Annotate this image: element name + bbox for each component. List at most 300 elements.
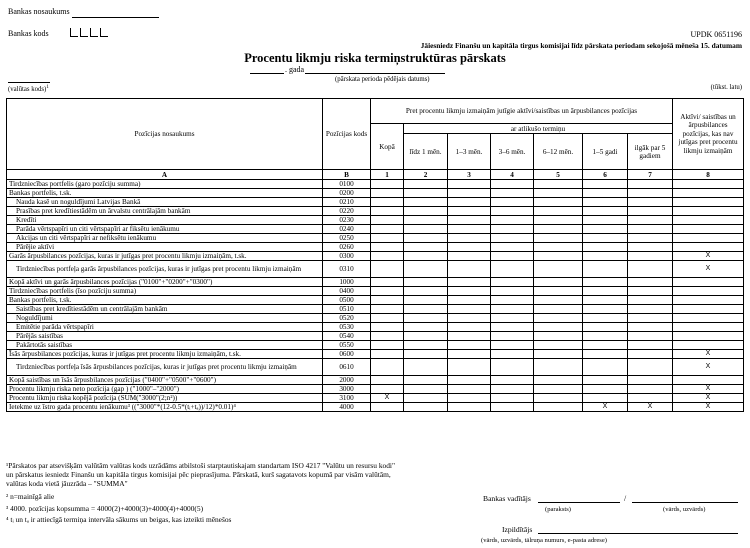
value-cell[interactable] xyxy=(673,225,744,234)
value-cell[interactable] xyxy=(448,350,491,359)
table-row xyxy=(7,376,744,385)
value-cell[interactable] xyxy=(371,189,404,198)
row-name: Akcijas un citi vērtspapīri ar nefiksētu ienākumu xyxy=(7,234,323,243)
value-cell[interactable] xyxy=(371,350,404,359)
value-cell[interactable] xyxy=(628,180,673,189)
table-row xyxy=(7,180,744,189)
row-code: 0240 xyxy=(323,225,371,234)
value-cell[interactable] xyxy=(628,385,673,394)
table-row xyxy=(7,305,744,314)
value-cell[interactable] xyxy=(404,341,448,350)
value-cell[interactable] xyxy=(448,323,491,332)
row-code: 0200 xyxy=(323,189,371,198)
value-cell[interactable] xyxy=(628,252,673,261)
column-letter: 7 xyxy=(628,170,673,180)
value-cell[interactable] xyxy=(448,189,491,198)
value-cell[interactable] xyxy=(448,332,491,341)
value-cell[interactable] xyxy=(583,296,628,305)
year-label: . gada xyxy=(285,65,305,74)
table-row xyxy=(7,234,744,243)
value-cell[interactable] xyxy=(404,252,448,261)
value-cell[interactable] xyxy=(491,350,534,359)
value-cell[interactable] xyxy=(371,305,404,314)
value-cell[interactable] xyxy=(448,287,491,296)
value-cell[interactable] xyxy=(448,376,491,385)
row-name: Noguldījumi xyxy=(7,314,323,323)
row-name: Parāda vērtspapīri un citi vērtspapīri ar fiksētu ienākumu xyxy=(7,225,323,234)
value-cell[interactable] xyxy=(448,216,491,225)
value-cell[interactable] xyxy=(583,350,628,359)
value-cell[interactable] xyxy=(628,359,673,376)
value-cell[interactable] xyxy=(534,314,583,323)
value-cell[interactable] xyxy=(491,296,534,305)
value-cell[interactable] xyxy=(371,261,404,278)
value-cell[interactable] xyxy=(491,323,534,332)
value-cell[interactable] xyxy=(371,216,404,225)
value-cell[interactable] xyxy=(491,305,534,314)
value-cell[interactable] xyxy=(673,216,744,225)
value-cell[interactable] xyxy=(628,376,673,385)
value-cell[interactable] xyxy=(583,323,628,332)
value-cell[interactable] xyxy=(491,216,534,225)
table-row xyxy=(7,278,744,287)
value-cell[interactable] xyxy=(404,359,448,376)
value-cell[interactable] xyxy=(534,323,583,332)
value-cell[interactable] xyxy=(534,305,583,314)
value-cell[interactable] xyxy=(583,189,628,198)
value-cell[interactable] xyxy=(673,305,744,314)
row-name: Bankas portfelis, t.sk. xyxy=(7,296,323,305)
value-cell[interactable] xyxy=(491,314,534,323)
value-cell[interactable] xyxy=(583,216,628,225)
x-mark: X xyxy=(673,252,744,261)
value-cell[interactable] xyxy=(371,287,404,296)
value-cell[interactable] xyxy=(534,332,583,341)
value-cell[interactable] xyxy=(448,198,491,207)
value-cell[interactable] xyxy=(534,296,583,305)
value-cell[interactable] xyxy=(404,180,448,189)
value-cell[interactable] xyxy=(491,261,534,278)
value-cell[interactable] xyxy=(371,198,404,207)
col-header-term: ilgāk par 5 gadiem xyxy=(628,134,673,170)
row-code: 0600 xyxy=(323,350,371,359)
row-code: 0550 xyxy=(323,341,371,350)
row-code: 0230 xyxy=(323,216,371,225)
submit-note: Jāiesniedz Finanšu un kapitāla tirgus komisijai līdz pārskata periodam sekojošā mēneša 15. datumam xyxy=(420,41,742,50)
period-caption: (pārskata perioda pēdējais datums) xyxy=(335,76,430,83)
value-cell[interactable] xyxy=(583,305,628,314)
value-cell[interactable] xyxy=(534,278,583,287)
value-cell[interactable] xyxy=(583,332,628,341)
table-row xyxy=(7,341,744,350)
value-cell[interactable] xyxy=(404,243,448,252)
value-cell[interactable] xyxy=(404,261,448,278)
value-cell[interactable] xyxy=(534,376,583,385)
row-name: Procentu likmju riska neto pozīcija (gap ) ("1000"–"2000") xyxy=(7,385,323,394)
value-cell[interactable] xyxy=(673,341,744,350)
column-letter: 3 xyxy=(448,170,491,180)
value-cell[interactable] xyxy=(448,394,491,403)
value-cell[interactable] xyxy=(491,234,534,243)
value-cell[interactable] xyxy=(448,341,491,350)
row-name: Tirdzniecības portfelis (īso pozīciju summa) xyxy=(7,287,323,296)
value-cell[interactable] xyxy=(628,287,673,296)
value-cell[interactable] xyxy=(628,261,673,278)
value-cell[interactable] xyxy=(404,305,448,314)
value-cell[interactable] xyxy=(583,359,628,376)
row-name: Tirdzniecības portfeļa īsās ārpusbilances pozīcijas, kuras ir jutīgas pret procentu likmju izmaiņām xyxy=(7,359,323,376)
column-letter: 8 xyxy=(673,170,744,180)
value-cell[interactable] xyxy=(534,341,583,350)
value-cell[interactable] xyxy=(491,252,534,261)
value-cell[interactable] xyxy=(371,376,404,385)
row-code: 3000 xyxy=(323,385,371,394)
value-cell[interactable] xyxy=(583,278,628,287)
value-cell[interactable] xyxy=(628,198,673,207)
value-cell[interactable] xyxy=(371,207,404,216)
value-cell[interactable] xyxy=(404,332,448,341)
value-cell[interactable] xyxy=(628,350,673,359)
period-field[interactable] xyxy=(305,73,445,74)
value-cell[interactable] xyxy=(583,207,628,216)
value-cell[interactable] xyxy=(448,296,491,305)
value-cell[interactable] xyxy=(491,332,534,341)
bank-name-label: Bankas nosaukums xyxy=(8,7,70,16)
value-cell[interactable] xyxy=(404,376,448,385)
head-signature-field[interactable] xyxy=(538,502,620,503)
column-letter: 6 xyxy=(583,170,628,180)
risk-table xyxy=(6,98,744,412)
value-cell[interactable] xyxy=(534,180,583,189)
col-header-group: Pret procentu likmju izmaiņām jutīgie aktīvi/saistības un ārpusbilances pozīcijas xyxy=(371,99,673,124)
value-cell[interactable] xyxy=(673,332,744,341)
value-cell[interactable] xyxy=(673,207,744,216)
value-cell[interactable] xyxy=(491,385,534,394)
row-name: Saistības pret kredītiestādēm un centrālajām bankām xyxy=(7,305,323,314)
value-cell[interactable] xyxy=(404,198,448,207)
bank-name-field[interactable] xyxy=(72,17,159,18)
value-cell[interactable] xyxy=(404,278,448,287)
x-mark: X xyxy=(673,350,744,359)
value-cell[interactable] xyxy=(583,261,628,278)
units-label: (tūkst. latu) xyxy=(710,84,742,91)
value-cell[interactable] xyxy=(448,180,491,189)
x-mark: X xyxy=(371,394,404,403)
value-cell[interactable] xyxy=(628,323,673,332)
row-name: Emitētie parāda vērtspapīri xyxy=(7,323,323,332)
value-cell[interactable] xyxy=(448,234,491,243)
value-cell[interactable] xyxy=(628,394,673,403)
row-code: 2000 xyxy=(323,376,371,385)
value-cell[interactable] xyxy=(491,198,534,207)
column-letter: 5 xyxy=(534,170,583,180)
row-name: Bankas portfelis, t.sk. xyxy=(7,189,323,198)
value-cell[interactable] xyxy=(534,261,583,278)
table-row xyxy=(7,225,744,234)
value-cell[interactable] xyxy=(491,403,534,412)
row-name: Garās ārpusbilances pozīcijas, kuras ir jutīgas pret procentu likmju izmaiņām, t.sk. xyxy=(7,252,323,261)
row-code: 3100 xyxy=(323,394,371,403)
row-name: Tirdzniecības portfeļa garās ārpusbilances pozīcijas, kuras ir jutīgas pret procentu likmju izmaiņām xyxy=(7,261,323,278)
value-cell[interactable] xyxy=(371,296,404,305)
value-cell[interactable] xyxy=(404,296,448,305)
row-code: 0260 xyxy=(323,243,371,252)
value-cell[interactable] xyxy=(404,207,448,216)
value-cell[interactable] xyxy=(448,278,491,287)
value-cell[interactable] xyxy=(673,314,744,323)
value-cell[interactable] xyxy=(448,207,491,216)
value-cell[interactable] xyxy=(628,305,673,314)
value-cell[interactable] xyxy=(673,376,744,385)
preparer-label: Izpildītājs xyxy=(502,525,533,534)
value-cell[interactable] xyxy=(404,189,448,198)
value-cell[interactable] xyxy=(371,243,404,252)
row-name: Nauda kasē un noguldījumi Latvijas Bankā xyxy=(7,198,323,207)
value-cell[interactable] xyxy=(628,332,673,341)
preparer-field[interactable] xyxy=(538,533,738,534)
head-label: Bankas vadītājs xyxy=(483,494,531,503)
value-cell[interactable] xyxy=(583,394,628,403)
value-cell[interactable] xyxy=(448,225,491,234)
row-name: Pakārtotās saistības xyxy=(7,341,323,350)
column-letter: A xyxy=(7,170,323,180)
value-cell[interactable] xyxy=(673,296,744,305)
value-cell[interactable] xyxy=(404,385,448,394)
value-cell[interactable] xyxy=(628,234,673,243)
x-mark: X xyxy=(628,403,673,412)
currency-caption: (valūtas kods)$^1$ xyxy=(8,85,49,93)
value-cell[interactable] xyxy=(448,305,491,314)
value-cell[interactable] xyxy=(673,189,744,198)
value-cell[interactable] xyxy=(491,376,534,385)
row-code: 0530 xyxy=(323,323,371,332)
currency-field[interactable] xyxy=(8,82,50,83)
table-row xyxy=(7,287,744,296)
table-row xyxy=(7,296,744,305)
value-cell[interactable] xyxy=(371,314,404,323)
row-code: 0540 xyxy=(323,332,371,341)
value-cell[interactable] xyxy=(371,332,404,341)
value-cell[interactable] xyxy=(404,287,448,296)
col-header-term: 3–6 mēn. xyxy=(491,134,534,170)
value-cell[interactable] xyxy=(673,180,744,189)
value-cell[interactable] xyxy=(491,207,534,216)
value-cell[interactable] xyxy=(534,252,583,261)
value-cell[interactable] xyxy=(404,225,448,234)
column-letter: 1 xyxy=(371,170,404,180)
table-row xyxy=(7,207,744,216)
value-cell[interactable] xyxy=(491,394,534,403)
value-cell[interactable] xyxy=(628,314,673,323)
value-cell[interactable] xyxy=(534,189,583,198)
col-header-total: Kopā xyxy=(371,124,404,170)
slash: / xyxy=(624,494,627,503)
col-header-term: līdz 1 mēn. xyxy=(404,134,448,170)
value-cell[interactable] xyxy=(583,376,628,385)
value-cell[interactable] xyxy=(371,359,404,376)
value-cell[interactable] xyxy=(583,198,628,207)
head-name-field[interactable] xyxy=(632,502,738,503)
value-cell[interactable] xyxy=(583,314,628,323)
value-cell[interactable] xyxy=(404,403,448,412)
value-cell[interactable] xyxy=(371,278,404,287)
table-row xyxy=(7,403,744,412)
value-cell[interactable] xyxy=(371,341,404,350)
table-row xyxy=(7,261,744,278)
col-header-insensitive: Aktīvi/ saistības un ārpusbilances pozīcijas, kas nav jutīgas pret procentu likmju izmaiņām xyxy=(673,99,744,170)
table-row xyxy=(7,189,744,198)
value-cell[interactable] xyxy=(534,207,583,216)
value-cell[interactable] xyxy=(448,243,491,252)
row-code: 0610 xyxy=(323,359,371,376)
value-cell[interactable] xyxy=(491,341,534,350)
value-cell[interactable] xyxy=(491,278,534,287)
value-cell[interactable] xyxy=(628,207,673,216)
value-cell[interactable] xyxy=(628,243,673,252)
value-cell[interactable] xyxy=(583,385,628,394)
value-cell[interactable] xyxy=(628,341,673,350)
value-cell[interactable] xyxy=(404,216,448,225)
footnote-line: un pārskatus iesniedz Finanšu un kapitāla tirgus komisijai pēc pieprasījuma. Pārskatā, kurš sagatavots kopumā par visām valūtām, xyxy=(6,470,391,479)
row-code: 0500 xyxy=(323,296,371,305)
row-name: Ietekme uz īstro gada procentu ienākumu³ (("3000"*(12-0.5*(tᵢ+tₐ))/12)*0.01)⁴ xyxy=(7,403,323,412)
row-code: 0310 xyxy=(323,261,371,278)
row-code: 0300 xyxy=(323,252,371,261)
value-cell[interactable] xyxy=(491,225,534,234)
value-cell[interactable] xyxy=(491,180,534,189)
value-cell[interactable] xyxy=(628,278,673,287)
value-cell[interactable] xyxy=(371,225,404,234)
value-cell[interactable] xyxy=(371,252,404,261)
col-header-subgroup: ar atlikušo termiņu xyxy=(404,124,673,134)
value-cell[interactable] xyxy=(371,385,404,394)
x-mark: X xyxy=(673,359,744,376)
value-cell[interactable] xyxy=(448,359,491,376)
table-row xyxy=(7,350,744,359)
x-mark: X xyxy=(673,394,744,403)
x-mark: X xyxy=(673,403,744,412)
value-cell[interactable] xyxy=(628,225,673,234)
table-row xyxy=(7,332,744,341)
row-code: 1000 xyxy=(323,278,371,287)
value-cell[interactable] xyxy=(534,385,583,394)
x-mark: X xyxy=(673,385,744,394)
value-cell[interactable] xyxy=(628,189,673,198)
value-cell[interactable] xyxy=(404,350,448,359)
value-cell[interactable] xyxy=(371,323,404,332)
value-cell[interactable] xyxy=(404,323,448,332)
row-name: Pārējās saistības xyxy=(7,332,323,341)
value-cell[interactable] xyxy=(404,314,448,323)
value-cell[interactable] xyxy=(534,234,583,243)
form-code: UPDK 0651196 xyxy=(690,30,742,39)
value-cell[interactable] xyxy=(534,403,583,412)
value-cell[interactable] xyxy=(583,287,628,296)
value-cell[interactable] xyxy=(448,403,491,412)
value-cell[interactable] xyxy=(491,243,534,252)
table-row xyxy=(7,359,744,376)
table-row xyxy=(7,323,744,332)
value-cell[interactable] xyxy=(448,252,491,261)
value-cell[interactable] xyxy=(673,243,744,252)
bank-code-label: Bankas kods xyxy=(8,29,49,38)
value-cell[interactable] xyxy=(371,234,404,243)
value-cell[interactable] xyxy=(583,243,628,252)
value-cell[interactable] xyxy=(448,314,491,323)
table-row xyxy=(7,252,744,261)
value-cell[interactable] xyxy=(534,216,583,225)
signature-caption: (paraksts) xyxy=(545,506,571,513)
value-cell[interactable] xyxy=(534,350,583,359)
value-cell[interactable] xyxy=(404,234,448,243)
value-cell[interactable] xyxy=(491,189,534,198)
row-code: 0250 xyxy=(323,234,371,243)
value-cell[interactable] xyxy=(673,287,744,296)
value-cell[interactable] xyxy=(534,198,583,207)
row-name: Prasības pret kredītiestādēm un ārvalstu centrālajām bankām xyxy=(7,207,323,216)
row-code: 0510 xyxy=(323,305,371,314)
value-cell[interactable] xyxy=(491,287,534,296)
value-cell[interactable] xyxy=(673,234,744,243)
value-cell[interactable] xyxy=(534,359,583,376)
value-cell[interactable] xyxy=(673,323,744,332)
row-name: Pārējie aktīvi xyxy=(7,243,323,252)
value-cell[interactable] xyxy=(583,252,628,261)
value-cell[interactable] xyxy=(371,403,404,412)
value-cell[interactable] xyxy=(371,180,404,189)
value-cell[interactable] xyxy=(448,385,491,394)
table-row xyxy=(7,216,744,225)
x-mark: X xyxy=(583,403,628,412)
value-cell[interactable] xyxy=(673,278,744,287)
value-cell[interactable] xyxy=(583,234,628,243)
table-row xyxy=(7,314,744,323)
col-header-term: 6–12 mēn. xyxy=(534,134,583,170)
footnote-line: ³ 4000. pozīcijas kopsumma = 4000(2)+4000(3)+4000(4)+4000(5) xyxy=(6,504,204,513)
value-cell[interactable] xyxy=(583,341,628,350)
name-caption: (vārds, uzvārds) xyxy=(663,506,706,513)
row-code: 0400 xyxy=(323,287,371,296)
row-code: 0220 xyxy=(323,207,371,216)
row-name: Kopā aktīvi un garās ārpusbilances pozīcijas ("0100"+"0200"+"0300") xyxy=(7,278,323,287)
row-code: 0210 xyxy=(323,198,371,207)
footnote-line: ⁴ tᵢ un tₐ ir attiecīgā termiņa intervāla sākums un beigas, kas izteikti mēnešos xyxy=(6,515,232,524)
year-field[interactable] xyxy=(250,73,284,74)
value-cell[interactable] xyxy=(628,296,673,305)
value-cell[interactable] xyxy=(534,243,583,252)
value-cell[interactable] xyxy=(583,225,628,234)
column-letter: B xyxy=(323,170,371,180)
table-row xyxy=(7,394,744,403)
value-cell[interactable] xyxy=(673,198,744,207)
value-cell[interactable] xyxy=(628,216,673,225)
value-cell[interactable] xyxy=(534,287,583,296)
value-cell[interactable] xyxy=(534,225,583,234)
value-cell[interactable] xyxy=(491,359,534,376)
table-row xyxy=(7,385,744,394)
row-name: Īsās ārpusbilances pozīcijas, kuras ir jutīgas pret procentu likmju izmaiņām, t.sk. xyxy=(7,350,323,359)
row-name: Tirdzniecības portfelis (garo pozīciju summa) xyxy=(7,180,323,189)
value-cell[interactable] xyxy=(404,394,448,403)
column-letter: 2 xyxy=(404,170,448,180)
value-cell[interactable] xyxy=(583,180,628,189)
bank-code-field[interactable] xyxy=(70,28,110,38)
row-name: Kredīti xyxy=(7,216,323,225)
row-code: 4000 xyxy=(323,403,371,412)
value-cell[interactable] xyxy=(448,261,491,278)
value-cell[interactable] xyxy=(534,394,583,403)
col-header-code: Pozīcijas kods xyxy=(323,99,371,170)
